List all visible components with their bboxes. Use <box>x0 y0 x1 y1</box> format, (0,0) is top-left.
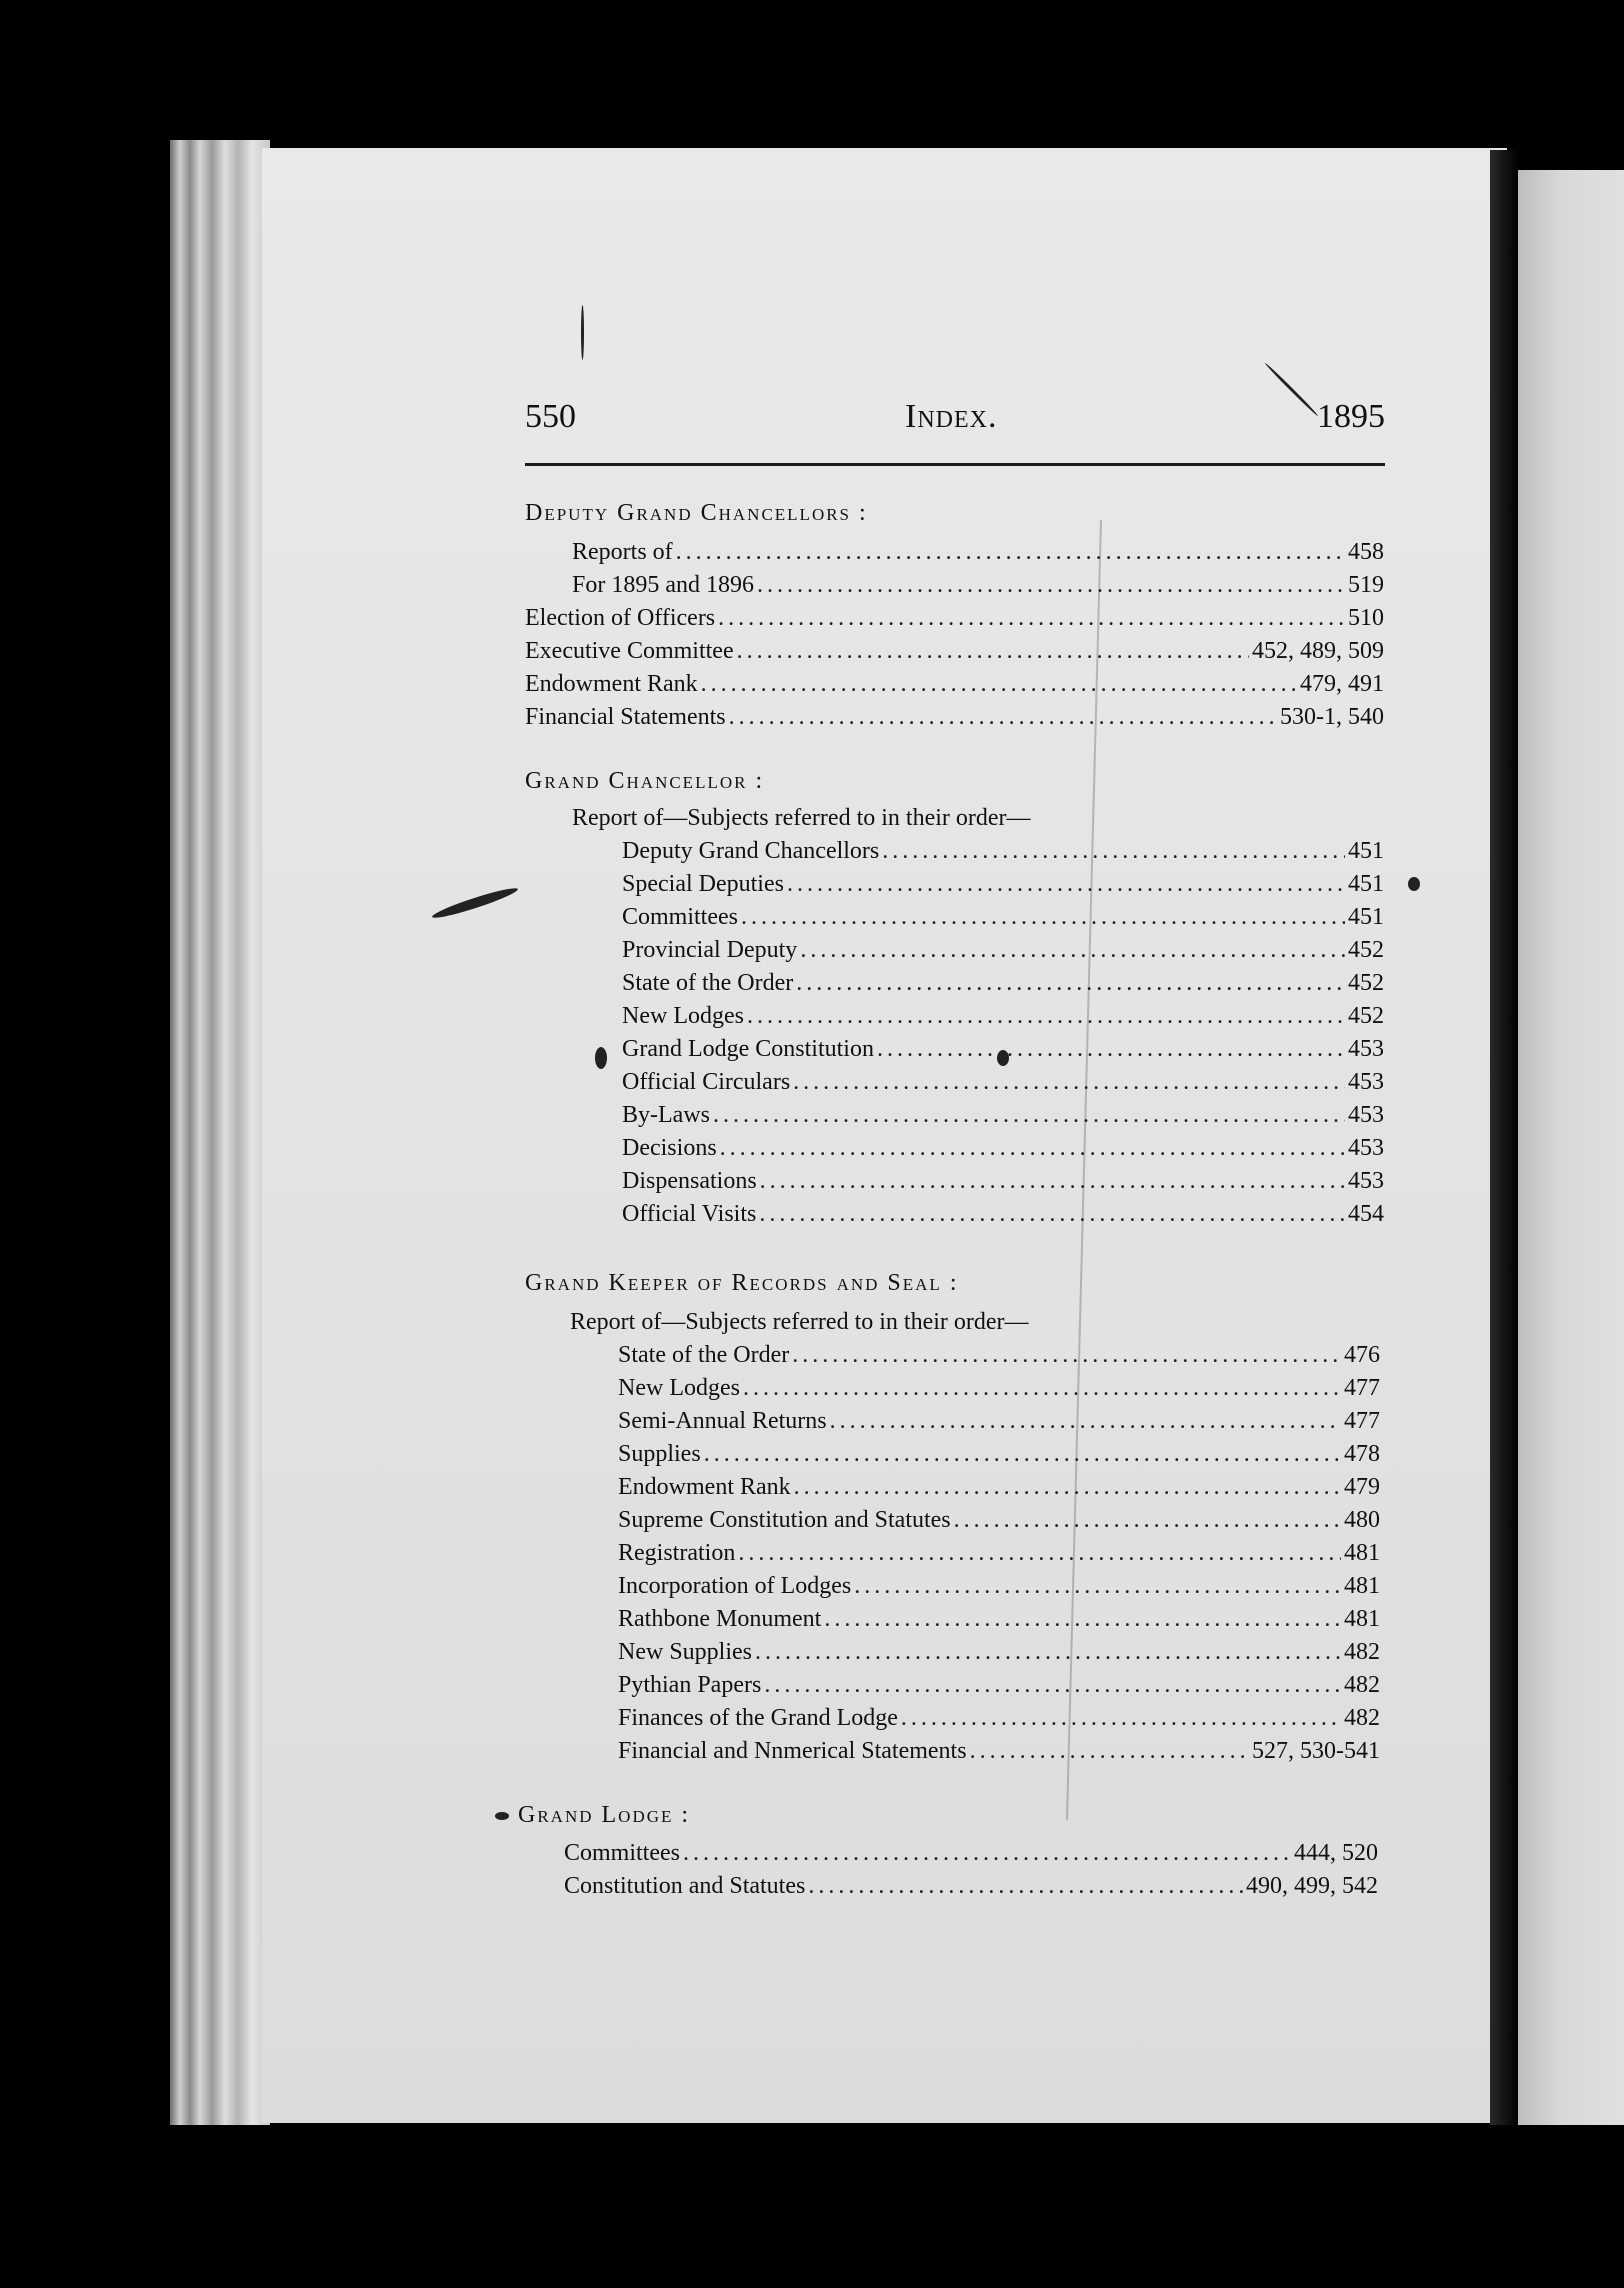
dot-leader <box>796 970 1345 997</box>
book-page-edges <box>170 140 270 2125</box>
entry-pages: 481 <box>1344 1606 1380 1632</box>
entry-label: New Supplies <box>618 1639 752 1665</box>
index-entry <box>525 704 1384 736</box>
entry-pages: 482 <box>1344 1672 1380 1698</box>
dot-leader <box>676 539 1345 566</box>
entry-pages: 481 <box>1344 1540 1380 1566</box>
index-entry <box>618 1672 1380 1704</box>
index-entry <box>618 1606 1380 1638</box>
index-entry <box>622 1201 1384 1233</box>
entry-label: State of the Order <box>618 1342 790 1368</box>
dot-leader <box>741 904 1345 931</box>
header-rule <box>525 463 1385 466</box>
dot-leader <box>704 1441 1341 1468</box>
entry-label: Committees <box>622 904 738 930</box>
index-entry <box>618 1705 1380 1737</box>
entry-label: State of the Order <box>622 970 794 996</box>
ink-mark <box>581 305 584 360</box>
entry-label: Grand Lodge Constitution <box>622 1036 874 1062</box>
entry-pages: 452 <box>1348 937 1384 963</box>
entry-pages: 453 <box>1348 1135 1384 1161</box>
entry-label: Deputy Grand Chancellors <box>622 838 880 864</box>
entry-label: Constitution and Statutes <box>564 1873 806 1899</box>
facing-page-edge <box>1518 170 1624 2125</box>
entry-label: Election of Officers <box>525 605 716 631</box>
index-entry <box>525 671 1384 703</box>
dot-leader <box>720 1135 1345 1162</box>
dot-leader <box>755 1639 1341 1666</box>
index-entry <box>618 1738 1380 1770</box>
dot-leader <box>954 1507 1341 1534</box>
dot-leader <box>743 1375 1341 1402</box>
entry-label: By-Laws <box>622 1102 710 1128</box>
ink-mark <box>495 1812 509 1820</box>
entry-label: Pythian Papers <box>618 1672 762 1698</box>
index-entry <box>622 1036 1384 1068</box>
dot-leader <box>764 1672 1341 1699</box>
entry-label: Reports of <box>572 539 673 565</box>
index-entry <box>622 1069 1384 1101</box>
entry-label: Incorporation of Lodges <box>618 1573 852 1599</box>
index-entry <box>572 539 1384 571</box>
index-entry <box>618 1474 1380 1506</box>
index-entry <box>618 1375 1380 1407</box>
dot-leader <box>683 1840 1291 1867</box>
entry-pages: 458 <box>1348 539 1384 565</box>
entry-label: New Lodges <box>622 1003 744 1029</box>
entry-label: Financial Statements <box>525 704 726 730</box>
entry-pages: 477 <box>1344 1375 1380 1401</box>
entry-label: Registration <box>618 1540 736 1566</box>
entry-pages: 453 <box>1348 1036 1384 1062</box>
index-entry <box>618 1573 1380 1605</box>
section-title: Deputy Grand Chancellors : <box>525 500 868 526</box>
entry-label: Decisions <box>622 1135 717 1161</box>
entry-pages: 479, 491 <box>1300 671 1384 697</box>
index-entry <box>622 970 1384 1002</box>
entry-label: Supplies <box>618 1441 701 1467</box>
dot-leader <box>901 1705 1341 1732</box>
entry-pages: 452 <box>1348 970 1384 996</box>
index-entry <box>622 904 1384 936</box>
entry-label: Dispensations <box>622 1168 757 1194</box>
entry-pages: 453 <box>1348 1102 1384 1128</box>
dot-leader <box>729 704 1277 731</box>
dot-leader <box>830 1408 1341 1435</box>
entry-pages: 510 <box>1348 605 1384 631</box>
entry-pages: 530-1, 540 <box>1280 704 1384 730</box>
dot-leader <box>759 1201 1345 1228</box>
entry-label: Endowment Rank <box>525 671 698 697</box>
dot-leader <box>877 1036 1345 1063</box>
index-entry <box>622 1102 1384 1134</box>
entry-pages: 478 <box>1344 1441 1380 1467</box>
entry-pages: 476 <box>1344 1342 1380 1368</box>
index-entry <box>525 605 1384 637</box>
index-entry <box>564 1873 1378 1905</box>
index-entry <box>618 1342 1380 1374</box>
entry-label: Endowment Rank <box>618 1474 791 1500</box>
entry-pages: 453 <box>1348 1069 1384 1095</box>
dot-leader <box>793 1069 1345 1096</box>
ink-mark <box>595 1047 607 1069</box>
entry-label: Financial and Nnmerical Statements <box>618 1738 967 1764</box>
index-entry <box>622 1135 1384 1167</box>
index-entry <box>618 1441 1380 1473</box>
index-entry <box>525 638 1384 670</box>
entry-pages: 444, 520 <box>1294 1840 1378 1866</box>
entry-pages: 490, 499, 542 <box>1246 1873 1378 1899</box>
section-intro: Report of—Subjects referred to in their order— <box>570 1309 1029 1335</box>
running-header <box>525 398 1385 448</box>
entry-pages: 451 <box>1348 838 1384 864</box>
entry-pages: 527, 530-541 <box>1252 1738 1380 1764</box>
index-entry <box>564 1840 1378 1872</box>
index-entry <box>618 1540 1380 1572</box>
index-entry <box>618 1639 1380 1671</box>
entry-label: Supreme Constitution and Statutes <box>618 1507 951 1533</box>
entry-pages: 479 <box>1344 1474 1380 1500</box>
entry-pages: 519 <box>1348 572 1384 598</box>
entry-label: Provincial Deputy <box>622 937 798 963</box>
entry-label: Finances of the Grand Lodge <box>618 1705 898 1731</box>
entry-pages: 451 <box>1348 904 1384 930</box>
book-gutter <box>1490 150 1518 2125</box>
dot-leader <box>970 1738 1249 1765</box>
entry-pages: 480 <box>1344 1507 1380 1533</box>
entry-pages: 481 <box>1344 1573 1380 1599</box>
index-entry <box>622 1168 1384 1200</box>
dot-leader <box>808 1873 1243 1900</box>
dot-leader <box>824 1606 1341 1633</box>
section-title: Grand Keeper of Records and Seal : <box>525 1270 959 1296</box>
dot-leader <box>757 572 1345 599</box>
dot-leader <box>882 838 1345 865</box>
index-entry <box>622 937 1384 969</box>
entry-pages: 482 <box>1344 1705 1380 1731</box>
page-number: 550 <box>525 398 576 435</box>
entry-pages: 453 <box>1348 1168 1384 1194</box>
entry-label: Semi-Annual Returns <box>618 1408 827 1434</box>
section-title: Grand Chancellor : <box>525 768 765 794</box>
entry-label: Executive Committee <box>525 638 734 664</box>
section-intro: Report of—Subjects referred to in their order— <box>572 805 1031 831</box>
page-title: Index. <box>905 398 998 435</box>
dot-leader <box>713 1102 1345 1129</box>
dot-leader <box>787 871 1345 898</box>
entry-pages: 454 <box>1348 1201 1384 1227</box>
entry-label: Official Circulars <box>622 1069 791 1095</box>
header-year: 1895 <box>1317 398 1385 435</box>
entry-label: Committees <box>564 1840 680 1866</box>
dot-leader <box>854 1573 1341 1600</box>
dot-leader <box>792 1342 1341 1369</box>
entry-pages: 452, 489, 509 <box>1252 638 1384 664</box>
dot-leader <box>747 1003 1345 1030</box>
entry-label: New Lodges <box>618 1375 740 1401</box>
section-title: Grand Lodge : <box>518 1802 691 1828</box>
index-entry <box>622 1003 1384 1035</box>
index-entry <box>572 572 1384 604</box>
entry-label: Rathbone Monument <box>618 1606 822 1632</box>
dot-leader <box>800 937 1345 964</box>
dot-leader <box>738 1540 1341 1567</box>
dot-leader <box>760 1168 1345 1195</box>
entry-label: Special Deputies <box>622 871 784 897</box>
entry-pages: 452 <box>1348 1003 1384 1029</box>
index-entry <box>622 838 1384 870</box>
dot-leader <box>701 671 1297 698</box>
index-entry <box>618 1507 1380 1539</box>
dot-leader <box>737 638 1249 665</box>
entry-pages: 451 <box>1348 871 1384 897</box>
dot-leader <box>794 1474 1341 1501</box>
dot-leader <box>718 605 1345 632</box>
index-entry <box>618 1408 1380 1440</box>
entry-pages: 482 <box>1344 1639 1380 1665</box>
entry-label: For 1895 and 1896 <box>572 572 754 598</box>
entry-label: Official Visits <box>622 1201 757 1227</box>
index-entry <box>622 871 1384 903</box>
entry-pages: 477 <box>1344 1408 1380 1434</box>
ink-mark <box>1408 877 1420 891</box>
